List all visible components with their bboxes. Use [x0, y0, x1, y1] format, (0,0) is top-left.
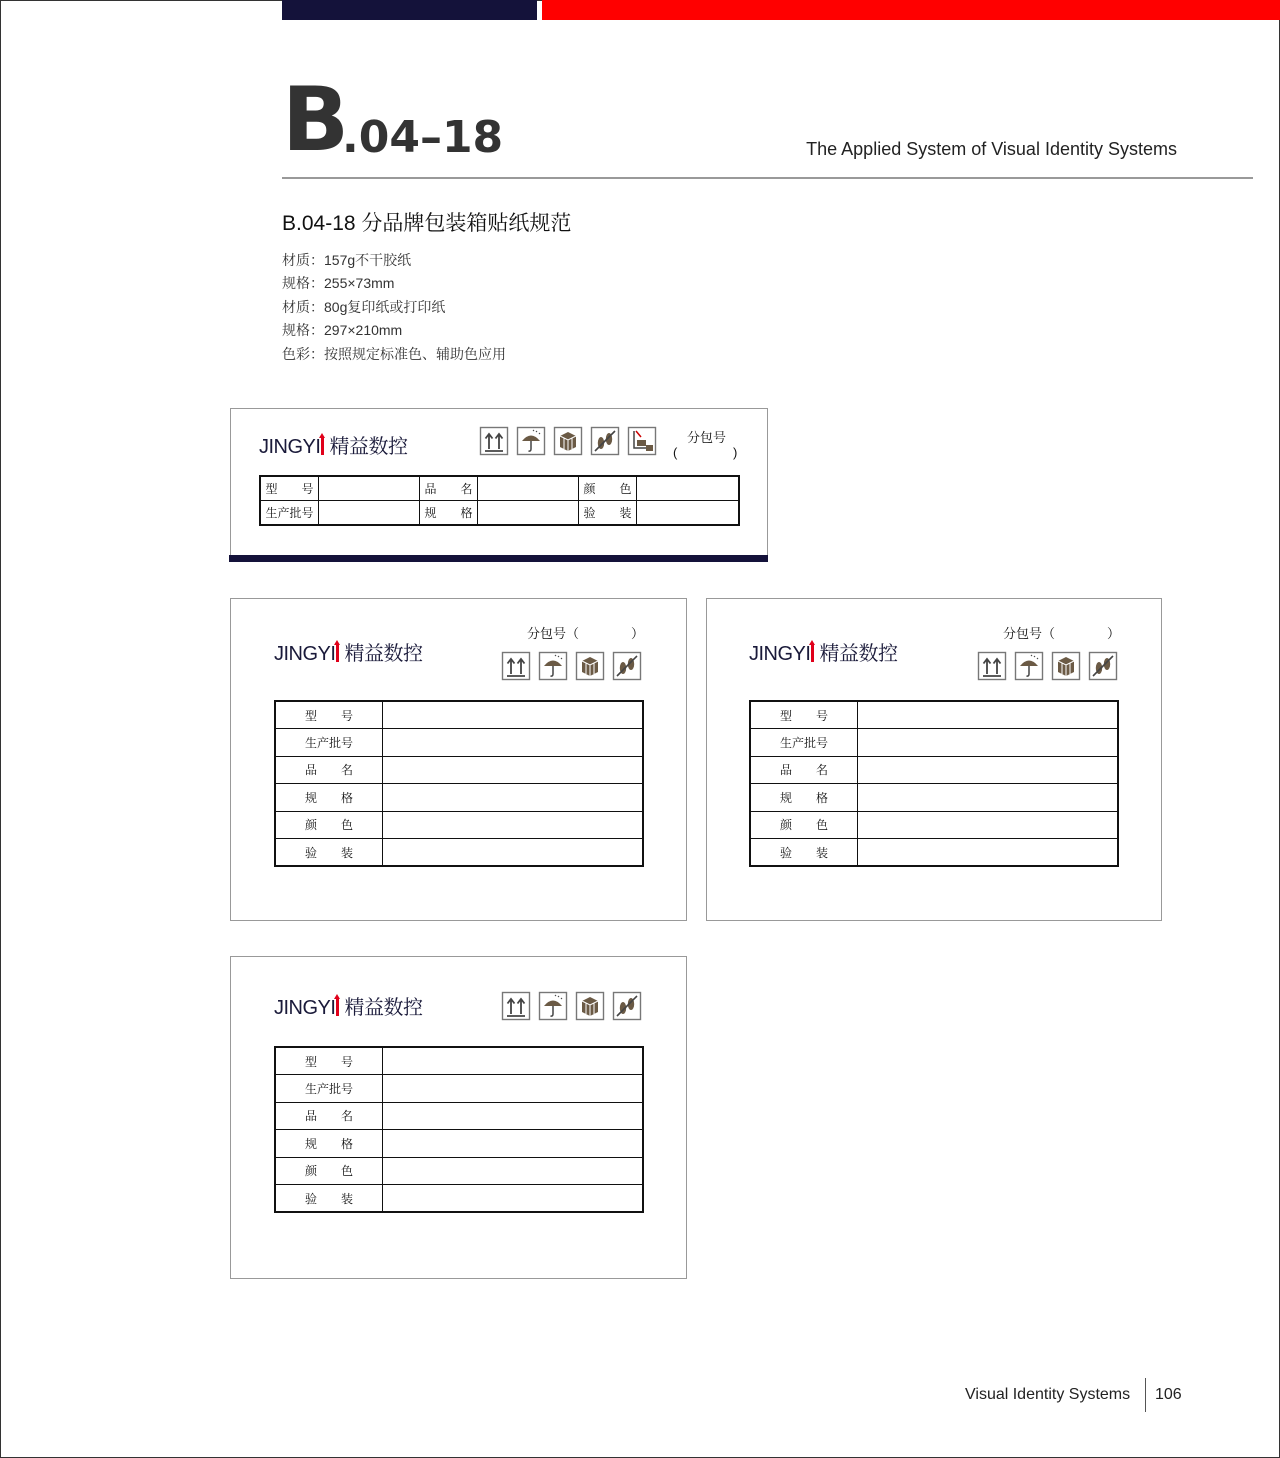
header-subtitle: The Applied System of Visual Identity Systems — [806, 139, 1177, 159]
do-not-step-icon — [1088, 651, 1118, 681]
handling-icons — [501, 991, 642, 1021]
field-value — [858, 756, 1119, 783]
logo-mark-icon — [336, 998, 339, 1016]
spec-item: 规格：297×210mm — [282, 322, 403, 339]
fenbao-paren-close: ) — [733, 445, 738, 460]
field-value — [858, 701, 1119, 729]
stacking-limit-icon — [575, 651, 605, 681]
logo-chinese: 精益数控 — [819, 643, 898, 665]
this-way-up-icon — [501, 651, 531, 681]
label-info-table — [259, 475, 740, 526]
field-label: 规 格 — [750, 784, 858, 811]
keep-dry-umbrella-icon — [538, 651, 568, 681]
label-info-table — [274, 700, 644, 867]
table-row — [750, 784, 1118, 811]
table-row — [750, 811, 1118, 838]
this-way-up-icon — [501, 991, 531, 1021]
field-value — [383, 1184, 644, 1212]
field-value — [383, 1130, 644, 1157]
fenbao-paren-open: ( — [673, 445, 678, 460]
logo-text: JINGYI — [274, 643, 336, 665]
do-not-step-icon — [612, 651, 642, 681]
label-horizontal — [230, 408, 768, 556]
field-label: 生产批号 — [260, 501, 319, 526]
do-not-step-icon — [590, 426, 620, 456]
field-label: 规 格 — [275, 1130, 383, 1157]
logo-chinese: 精益数控 — [329, 436, 408, 458]
fenbao-label: 分包号（ ） — [527, 626, 645, 641]
field-label: 生产批号 — [275, 729, 383, 756]
field-value — [858, 784, 1119, 811]
this-way-up-icon — [479, 426, 509, 456]
logo-text: JINGYI — [749, 643, 811, 665]
brand-logo — [749, 637, 897, 666]
label-bottom-strip — [229, 555, 768, 562]
table-row — [275, 1102, 643, 1129]
logo-mark-icon — [321, 437, 324, 455]
page-number: 106 — [1155, 1386, 1182, 1403]
label-vertical-3 — [230, 956, 687, 1279]
header-divider — [282, 177, 1253, 179]
forklift-icon — [627, 426, 657, 456]
field-value — [858, 838, 1119, 866]
label-info-table — [749, 700, 1119, 867]
field-value — [383, 756, 644, 783]
field-label: 品 名 — [420, 476, 478, 501]
field-value — [383, 811, 644, 838]
footer-title: Visual Identity Systems — [965, 1386, 1131, 1403]
table-row — [750, 838, 1118, 866]
top-bar-navy — [282, 0, 537, 20]
field-value — [478, 501, 579, 526]
field-label: 验 装 — [275, 838, 383, 866]
field-label: 规 格 — [420, 501, 478, 526]
field-label: 型 号 — [750, 701, 858, 729]
field-label: 品 名 — [750, 756, 858, 783]
keep-dry-umbrella-icon — [516, 426, 546, 456]
field-value — [383, 701, 644, 729]
handling-icons — [977, 651, 1118, 681]
table-row — [750, 729, 1118, 756]
field-value — [637, 476, 740, 501]
field-label: 颜 色 — [750, 811, 858, 838]
handling-icons — [501, 651, 642, 681]
spec-item: 材质：157g不干胶纸 — [282, 252, 412, 268]
field-value — [383, 729, 644, 756]
field-value — [383, 1075, 644, 1102]
field-label: 型 号 — [260, 476, 319, 501]
field-label: 验 装 — [579, 501, 637, 526]
logo-mark-icon — [336, 644, 339, 662]
field-label: 颜 色 — [275, 811, 383, 838]
table-row — [260, 501, 739, 526]
table-row — [275, 729, 643, 756]
field-label: 生产批号 — [275, 1075, 383, 1102]
table-row — [275, 784, 643, 811]
field-label: 验 装 — [750, 838, 858, 866]
handling-icons — [479, 426, 657, 456]
footer-divider — [1145, 1378, 1146, 1412]
logo-text: JINGYI — [259, 436, 321, 458]
field-value — [383, 1102, 644, 1129]
top-bar-red — [542, 0, 1280, 20]
field-value — [319, 501, 420, 526]
field-value — [858, 729, 1119, 756]
section-title: B.04-18 分品牌包装箱贴纸规范 — [282, 212, 572, 235]
logo-mark-icon — [811, 644, 814, 662]
logo-chinese: 精益数控 — [344, 997, 423, 1019]
field-label: 颜 色 — [579, 476, 637, 501]
field-label: 规 格 — [275, 784, 383, 811]
do-not-step-icon — [612, 991, 642, 1021]
spec-item: 色彩：按照规定标准色、辅助色应用 — [282, 345, 506, 362]
field-label: 颜 色 — [275, 1157, 383, 1184]
field-value — [637, 501, 740, 526]
table-row — [275, 756, 643, 783]
keep-dry-umbrella-icon — [538, 991, 568, 1021]
section-code-letter: B — [282, 68, 348, 171]
this-way-up-icon — [977, 651, 1007, 681]
table-row — [275, 811, 643, 838]
fenbao-label: 分包号 — [687, 430, 727, 445]
brand-logo — [274, 637, 422, 666]
field-value — [383, 784, 644, 811]
field-label: 型 号 — [275, 1047, 383, 1075]
field-label: 生产批号 — [750, 729, 858, 756]
field-value — [383, 838, 644, 866]
field-label: 型 号 — [275, 701, 383, 729]
spec-list — [282, 249, 506, 366]
field-value — [383, 1047, 644, 1075]
table-row — [275, 1130, 643, 1157]
field-value — [383, 1157, 644, 1184]
brand-logo — [274, 991, 422, 1020]
table-row — [275, 701, 643, 729]
table-row — [275, 1047, 643, 1075]
spec-item: 规格：255×73mm — [282, 275, 395, 292]
stacking-limit-icon — [553, 426, 583, 456]
field-label: 品 名 — [275, 1102, 383, 1129]
table-row — [750, 701, 1118, 729]
field-value — [478, 476, 579, 501]
section-code-number: .04–18 — [342, 112, 504, 163]
label-info-table — [274, 1046, 644, 1213]
table-row — [275, 1157, 643, 1184]
logo-text: JINGYI — [274, 997, 336, 1019]
fenbao-label: 分包号（ ） — [1003, 626, 1121, 641]
table-row — [275, 838, 643, 866]
table-row — [275, 1075, 643, 1102]
keep-dry-umbrella-icon — [1014, 651, 1044, 681]
logo-chinese: 精益数控 — [344, 643, 423, 665]
table-row — [260, 476, 739, 501]
field-label: 验 装 — [275, 1184, 383, 1212]
stacking-limit-icon — [1051, 651, 1081, 681]
field-value — [319, 476, 420, 501]
brand-logo — [259, 430, 407, 459]
table-row — [275, 1184, 643, 1212]
label-vertical-1 — [230, 598, 687, 921]
spec-item: 材质：80g复印纸或打印纸 — [282, 298, 446, 315]
label-vertical-2 — [706, 598, 1162, 921]
stacking-limit-icon — [575, 991, 605, 1021]
field-value — [858, 811, 1119, 838]
table-row — [750, 756, 1118, 783]
field-label: 品 名 — [275, 756, 383, 783]
